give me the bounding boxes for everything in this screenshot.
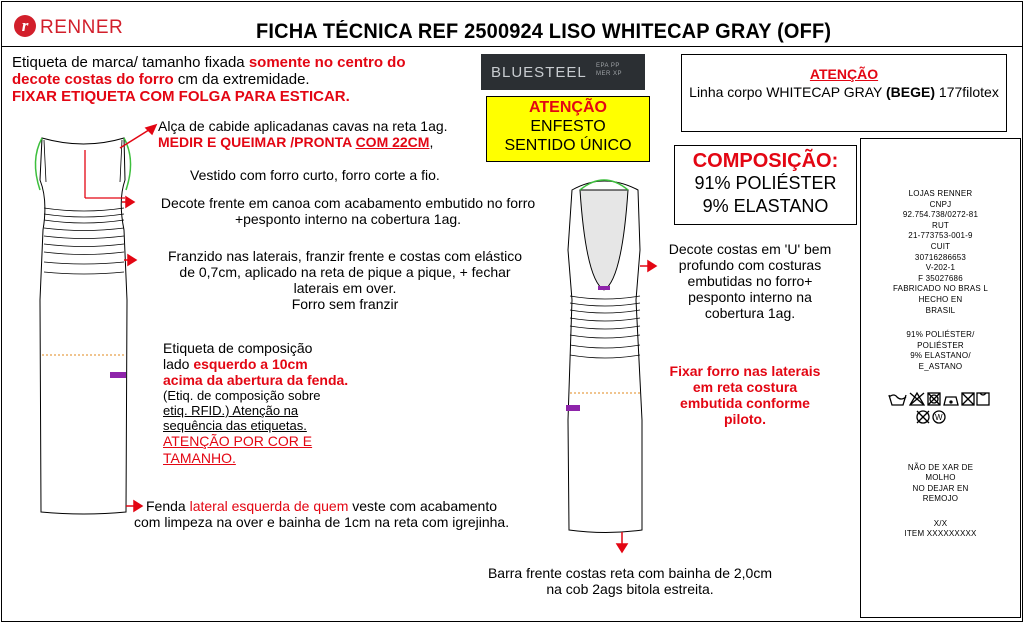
lining-note bbox=[652, 363, 838, 427]
care-label-line: ITEM XXXXXXXXX bbox=[904, 529, 977, 539]
care-label-line: E_ASTANO bbox=[918, 361, 963, 371]
strap-note bbox=[158, 118, 448, 150]
renner-r-circle-icon: r bbox=[14, 15, 36, 37]
slit-note-line1: Fenda bbox=[146, 498, 190, 514]
thread-title: ATENÇÃO bbox=[809, 66, 879, 82]
gather-note bbox=[140, 248, 550, 312]
gather-line1: Franzido nas laterais, franzir frente e costas com elástico bbox=[167, 248, 523, 264]
brand-sizes-line2: MER XP bbox=[596, 71, 623, 77]
strap-note-line2: MEDIR E QUEIMAR /PRONTA bbox=[158, 134, 356, 150]
care-label-line: BRASIL bbox=[925, 305, 956, 315]
back-neck-line2: profundo com costuras bbox=[678, 257, 822, 273]
care-label-line: NÃO DE XAR DE bbox=[907, 462, 974, 472]
comp-label-line1: Etiqueta de composição bbox=[163, 340, 313, 356]
strap-note-measure: COM 22CM bbox=[355, 134, 430, 150]
logo-text: RENNER bbox=[40, 17, 124, 38]
care-label-line: 21-773753-001-9 bbox=[908, 231, 973, 241]
gather-line3: laterais em over. bbox=[293, 280, 397, 296]
care-label-line: FABRICADO NO BRAS L bbox=[893, 284, 988, 294]
care-label-line: POLIÉSTER bbox=[917, 340, 964, 350]
arrow-head-icon bbox=[134, 501, 142, 511]
composition-label-note bbox=[163, 340, 348, 467]
back-neck-line1: Decote costas em 'U' bem bbox=[668, 241, 832, 257]
attention-line3: SENTIDO ÚNICO bbox=[504, 137, 632, 154]
neck-front-note bbox=[136, 195, 560, 227]
strap-note-line1: Alça de cabide aplicadanas cavas na reta 1ag. bbox=[158, 118, 448, 134]
lining-line1: Fixar forro nas laterais bbox=[669, 363, 821, 379]
care-label-line: X/X bbox=[933, 518, 948, 528]
care-label-line: 30716286653 bbox=[914, 252, 967, 262]
back-neck-note bbox=[652, 241, 848, 321]
label-note-line1: Etiqueta de marca/ tamanho fixada bbox=[12, 54, 249, 71]
care-label-line: V-202-1 bbox=[925, 263, 956, 273]
hem-line2: na cob 2ags bitola estreita. bbox=[546, 581, 714, 597]
gather-line4: Forro sem franzir bbox=[291, 296, 399, 312]
care-label-line: 9% ELASTANO/ bbox=[910, 351, 971, 361]
gather-line2: de 0,7cm, aplicado na reta de pique a pique, + fechar bbox=[179, 264, 511, 280]
comp-label-line8: TAMANHO. bbox=[163, 450, 236, 466]
care-label-line: 92.754.738/0272-81 bbox=[902, 210, 979, 220]
attention-line2: ENFESTO bbox=[530, 118, 606, 135]
neck-front-line2: +pesponto interno na cobertura 1ag. bbox=[234, 211, 462, 227]
care-label-line: 91% POLIÉSTER/ bbox=[906, 330, 975, 340]
arrow-head-icon bbox=[146, 125, 156, 134]
comp-label-line7: ATENÇÃO POR COR E bbox=[163, 433, 313, 449]
care-label-line: REMOJO bbox=[922, 494, 959, 504]
page-title: FICHA TÉCNICA REF 2500924 LISO WHITECAP GRAY (OFF) bbox=[256, 20, 832, 43]
svg-text:W: W bbox=[935, 412, 943, 422]
comp-label-line2: lado bbox=[163, 356, 194, 372]
attention-title: ATENÇÃO bbox=[529, 99, 607, 116]
comp-label-line6: sequência das etiquetas. bbox=[163, 418, 307, 433]
slit-note-highlight: lateral esquerda de quem bbox=[189, 498, 349, 514]
composition-label-marker bbox=[110, 372, 126, 378]
care-label-line: F 35027686 bbox=[918, 273, 963, 283]
neck-front-line1: Decote frente em canoa com acabamento embutido no forro bbox=[160, 195, 536, 211]
care-label-line: HECHO EN bbox=[918, 294, 963, 304]
comp-label-line5: etiq. RFID.) Atenção na bbox=[163, 403, 299, 418]
back-neck-line3: embutidas no forro+ bbox=[687, 273, 813, 289]
comp-label-line2-highlight: esquerdo a 10cm bbox=[193, 356, 308, 372]
slit-note-line2: com limpeza na over e bainha de 1cm na reta com igrejinha. bbox=[134, 514, 510, 530]
slit-note-line1-end: veste com acabamento bbox=[348, 498, 498, 514]
arrow-head-icon bbox=[128, 255, 136, 265]
care-label-line: MOLHO bbox=[925, 473, 956, 483]
thread-spec: 177filotex bbox=[935, 84, 999, 100]
back-label-marker bbox=[598, 286, 610, 290]
composition-line1: 91% POLIÉSTER bbox=[694, 173, 837, 193]
care-label-line: NO DEJAR EN bbox=[912, 483, 969, 493]
care-label-line: RUT bbox=[931, 220, 950, 230]
back-dress-drawing bbox=[568, 180, 642, 533]
thread-text: Linha corpo WHITECAP GRAY bbox=[689, 84, 887, 100]
strap-note-comma: , bbox=[429, 134, 434, 150]
arrow-head-icon bbox=[617, 544, 627, 552]
thread-color: (BEGE) bbox=[886, 84, 936, 100]
hem-line1: Barra frente costas reta com bainha de 2,0cm bbox=[487, 565, 773, 581]
label-note-line2: cm da extremidade. bbox=[173, 71, 310, 88]
arrow-head-icon bbox=[126, 197, 134, 207]
back-neck-line5: cobertura 1ag. bbox=[704, 305, 796, 321]
composition-title: COMPOSIÇÃO: bbox=[692, 150, 839, 172]
back-neck-line4: pesponto interno na bbox=[688, 289, 812, 305]
care-label-line: LOJAS RENNER bbox=[908, 189, 973, 198]
label-note-line2-highlight: decote costas do forro bbox=[12, 71, 174, 88]
front-dress-drawing bbox=[35, 138, 130, 514]
lining-line2: em reta costura bbox=[692, 379, 798, 395]
lining-line4: piloto. bbox=[724, 411, 766, 427]
brand-sizes-line1: EPA PP bbox=[596, 63, 620, 69]
comp-label-line3: acima da abertura da fenda. bbox=[163, 372, 349, 388]
care-label-line: CNPJ bbox=[929, 199, 952, 209]
slit-note bbox=[134, 498, 510, 530]
back-composition-marker bbox=[566, 405, 580, 411]
comp-label-line4: (Etiq. de composição sobre bbox=[163, 388, 321, 403]
care-label-line: CUIT bbox=[930, 241, 951, 251]
label-note-line3: FIXAR ETIQUETA COM FOLGA PARA ESTICAR. bbox=[12, 88, 350, 105]
brand-name: BLUESTEEL bbox=[491, 64, 587, 81]
composition-line2: 9% ELASTANO bbox=[702, 196, 829, 216]
label-note-line1-highlight: somente no centro do bbox=[248, 54, 406, 71]
lining-line3: embutida conforme bbox=[680, 395, 810, 411]
dress-note: Vestido com forro curto, forro corte a fio. bbox=[190, 167, 440, 183]
hem-note bbox=[480, 565, 780, 597]
